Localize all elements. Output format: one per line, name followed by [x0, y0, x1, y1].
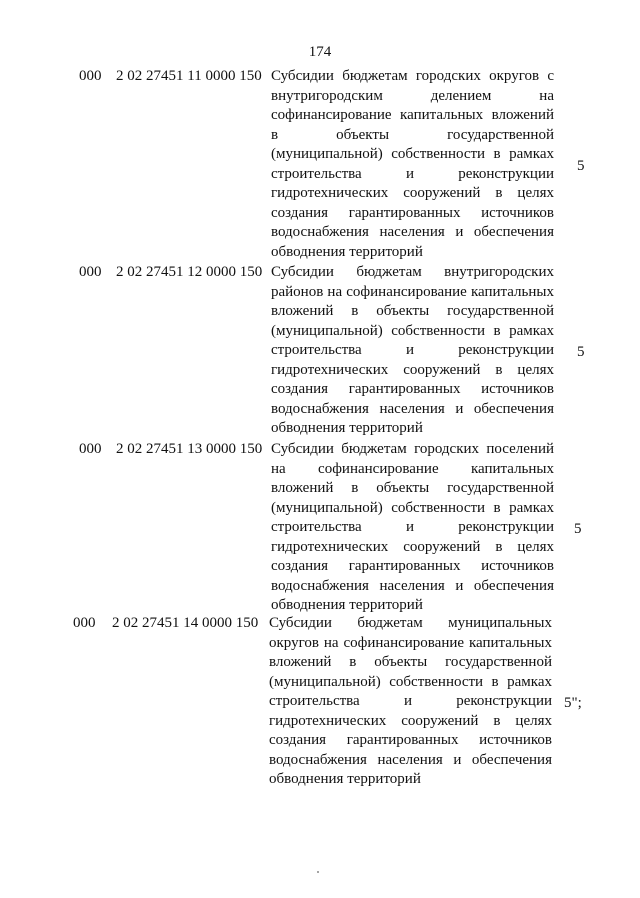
budget-code: 2 02 27451 13 0000 150 — [116, 441, 263, 457]
page-number: 174 — [308, 44, 332, 60]
row-description: Субсидии бюджетам внутригородских районов на софинансирование капитальных вложений в объекты государственной (муниципальной) собственности в рамках строительства и реконструкции гидротехнических сооружений в целях создания гарантированных источников водоснабжения населения и обеспечения обводнения территорий — [271, 264, 554, 436]
code-column-1: 000 — [79, 441, 102, 457]
row-description: Субсидии бюджетам муниципальных округов на софинансирование капитальных вложений в объекты государственной (муниципальной) собственности в рамках строительства и реконструкции гидротехнических сооружений в целях создания гарантированных источников водоснабжения населения и обеспечения обводнения территорий — [269, 615, 552, 787]
row-description: Субсидии бюджетам городских поселений на софинансирование капитальных вложений в объекты государственной (муниципальной) собственности в рамках строительства и реконструкции гидротехнических сооружений в целях создания гарантированных источников водоснабжения населения и обеспечения обводнения территорий — [271, 441, 554, 613]
code-column-1: 000 — [73, 615, 96, 631]
budget-code: 2 02 27451 12 0000 150 — [116, 264, 263, 280]
row-value: 5 — [577, 344, 585, 360]
row-description: Субсидии бюджетам городских округов с внутригородским делением на софинансирование капитальных вложений в объекты государственной (муниципальной) собственности в рамках строительства и реконструкции гидротехнических сооружений в целях создания гарантированных источников водоснабжения населения и обеспечения обводнения территорий — [271, 68, 554, 260]
row-value: 5"; — [564, 695, 582, 711]
code-column-1: 000 — [79, 264, 102, 280]
budget-code: 2 02 27451 14 0000 150 — [112, 615, 259, 631]
row-value: 5 — [574, 521, 582, 537]
code-column-1: 000 — [79, 68, 102, 84]
budget-code: 2 02 27451 11 0000 150 — [116, 68, 262, 84]
row-value: 5 — [577, 158, 585, 174]
scan-speck — [317, 871, 319, 873]
